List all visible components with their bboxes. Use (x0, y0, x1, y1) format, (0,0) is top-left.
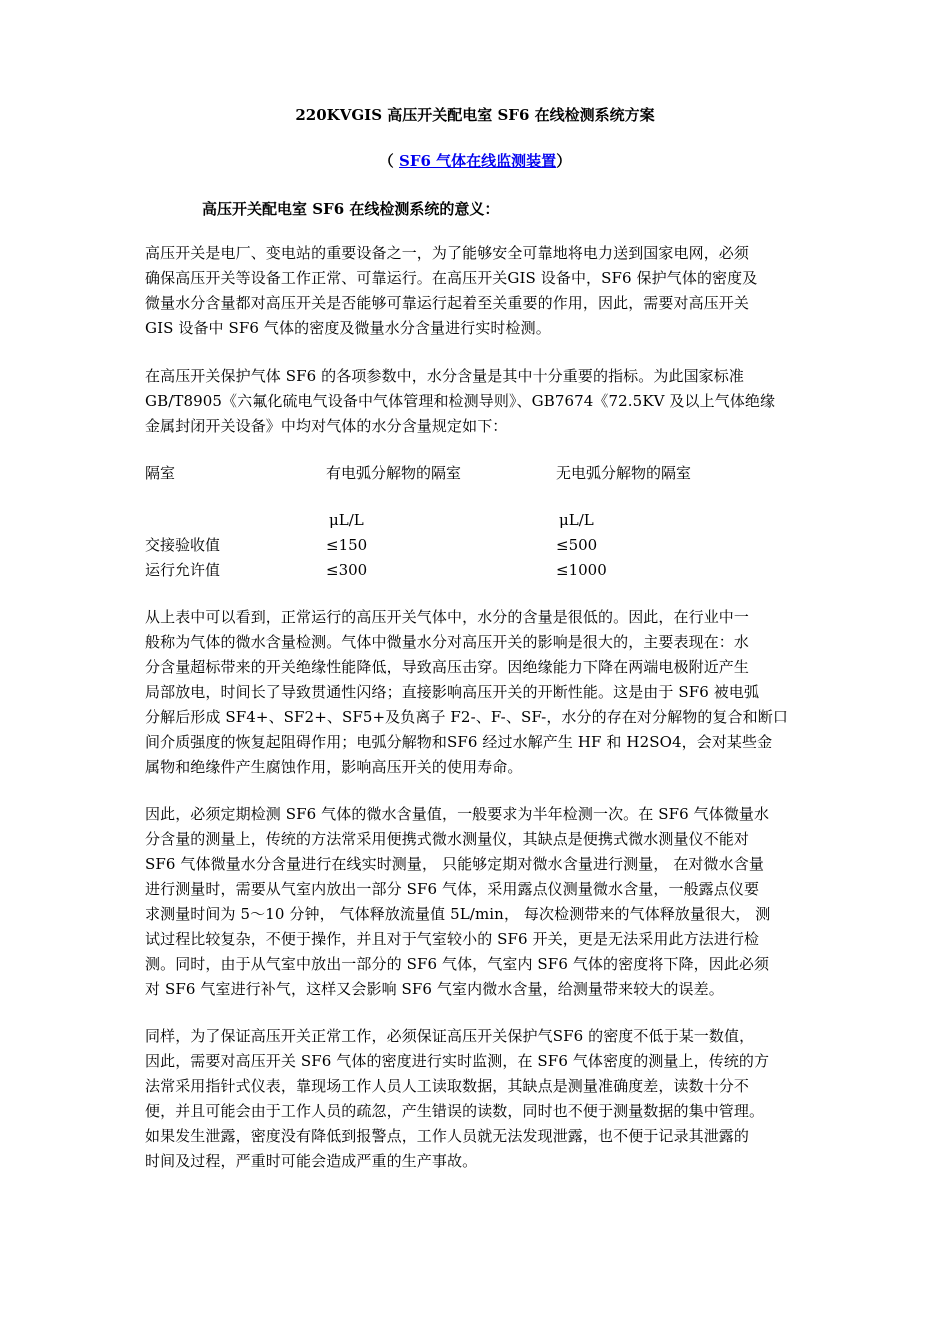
document-title: 220KVGIS 高压开关配电室 SF6 在线检测系统方案 (295, 106, 655, 124)
paragraph-line: 间介质强度的恢复起阻碍作用；电弧分解物和SF6 经过水解产生 HF 和 H2SO4，会对某些金 (145, 733, 773, 751)
subtitle-link[interactable]: SF6 气体在线监测装置 (399, 152, 557, 170)
table-cell: 运行允许值 (145, 561, 221, 579)
paragraph-line: 求测量时间为 5～10 分钟， 气体释放流量值 5L/min， 每次检测带来的气体释放量很大， 测 (145, 905, 771, 923)
paragraph-line: GB/T8905《六氟化硫电气设备中气体管理和检测导则》、GB7674《72.5KV 及以上气体绝缘 (145, 392, 776, 410)
table-header-cell: 无电弧分解物的隔室 (556, 464, 692, 482)
paragraph-line: 金属封闭开关设备》中均对气体的水分含量规定如下： (145, 417, 508, 435)
table-header-cell: 有电弧分解物的隔室 (326, 464, 462, 482)
paragraph-2 (145, 364, 815, 439)
paragraph-5 (145, 1024, 815, 1174)
paragraph-line: 属物和绝缘件产生腐蚀作用，影响高压开关的使用寿命。 (145, 758, 523, 776)
paragraph-line: 高压开关是电厂、变电站的重要设备之一，为了能够安全可靠地将电力送到国家电网，必须 (145, 244, 750, 262)
table-cell: ≤150 (326, 536, 368, 554)
paragraph-line: 因此，必须定期检测 SF6 气体的微水含量值，一般要求为半年检测一次。在 SF6 气体微量水 (145, 805, 770, 823)
table-cell: μL/L (329, 511, 364, 529)
paragraph-line: 时间及过程，严重时可能会造成严重的生产事故。 (145, 1152, 478, 1170)
section-heading: 高压开关配电室 SF6 在线检测系统的意义： (202, 200, 500, 218)
paragraph-line: 进行测量时，需要从气室内放出一部分 SF6 气体，采用露点仪测量微水含量，一般露点仪要 (145, 880, 760, 898)
table-row (145, 558, 815, 583)
table-row (145, 533, 815, 558)
paragraph-line: 对 SF6 气室进行补气，这样又会影响 SF6 气室内微水含量，给测量带来较大的误差。 (145, 980, 724, 998)
document-subtitle (0, 150, 950, 172)
paragraph-line: 因此，需要对高压开关 SF6 气体的密度进行实时监测，在 SF6 气体密度的测量上，传统的方 (145, 1052, 770, 1070)
paragraph-line: 测。同时，由于从气室中放出一部分的 SF6 气体，气室内 SF6 气体的密度将下降，因此必须 (145, 955, 770, 973)
paragraph-line: 便，并且可能会由于工作人员的疏忽，产生错误的读数，同时也不便于测量数据的集中管理。 (145, 1102, 765, 1120)
paragraph-line: 试过程比较复杂，不便于操作，并且对于气室较小的 SF6 开关，更是无法采用此方法进行检 (145, 930, 760, 948)
table-header-row (145, 461, 815, 486)
paragraph-line: 微量水分含量都对高压开关是否能够可靠运行起着至关重要的作用，因此，需要对高压开关 (145, 294, 750, 312)
paragraph-line: GIS 设备中 SF6 气体的密度及微量水分含量进行实时检测。 (145, 319, 551, 337)
paragraph-line: 如果发生泄露，密度没有降低到报警点，工作人员就无法发现泄露，也不便于记录其泄露的 (145, 1127, 750, 1145)
paragraph-line: 分含量的测量上，传统的方法常采用便携式微水测量仪，其缺点是便携式微水测量仪不能对 (145, 830, 750, 848)
paragraph-line: 般称为气体的微水含量检测。气体中微量水分对高压开关的影响是很大的，主要表现在：水 (145, 633, 750, 651)
paragraph-line: 局部放电，时间长了导致贯通性闪络；直接影响高压开关的开断性能。这是由于 SF6 被电弧 (145, 683, 760, 701)
table-cell: ≤1000 (556, 561, 607, 579)
paragraph-line: 分含量超标带来的开关绝缘性能降低，导致高压击穿。因绝缘能力下降在两端电极附近产生 (145, 658, 750, 676)
paragraph-line: 从上表中可以看到，正常运行的高压开关气体中，水分的含量是很低的。因此，在行业中一 (145, 608, 750, 626)
paragraph-line: 分解后形成 SF4+、SF2+、SF5+及负离子 F2-、F-、SF-，水分的存在对分解物的复合和断口 (145, 708, 788, 726)
paragraph-3 (145, 605, 815, 780)
table-cell: ≤300 (326, 561, 368, 579)
paragraph-line: SF6 气体微量水分含量进行在线实时测量， 只能够定期对微水含量进行测量， 在对微水含量 (145, 855, 764, 873)
table-cell: μL/L (559, 511, 594, 529)
table-header-cell: 隔室 (145, 464, 176, 482)
table-cell: ≤500 (556, 536, 598, 554)
subtitle-close-paren: ） (556, 152, 572, 170)
paragraph-4 (145, 802, 815, 1002)
paragraph-line: 法常采用指针式仪表，靠现场工作人员人工读取数据，其缺点是测量准确度差，读数十分不 (145, 1077, 750, 1095)
subtitle-open-paren: （ (378, 152, 400, 170)
table-cell: 交接验收值 (145, 536, 221, 554)
paragraph-line: 确保高压开关等设备工作正常、可靠运行。在高压开关GIS 设备中，SF6 保护气体的密度及 (145, 269, 758, 287)
paragraph-line: 同样，为了保证高压开关正常工作，必须保证高压开关保护气SF6 的密度不低于某一数值， (145, 1027, 755, 1045)
table-unit-row (145, 508, 815, 533)
paragraph-1 (145, 241, 815, 341)
paragraph-line: 在高压开关保护气体 SF6 的各项参数中，水分含量是其中十分重要的指标。为此国家标准 (145, 367, 744, 385)
